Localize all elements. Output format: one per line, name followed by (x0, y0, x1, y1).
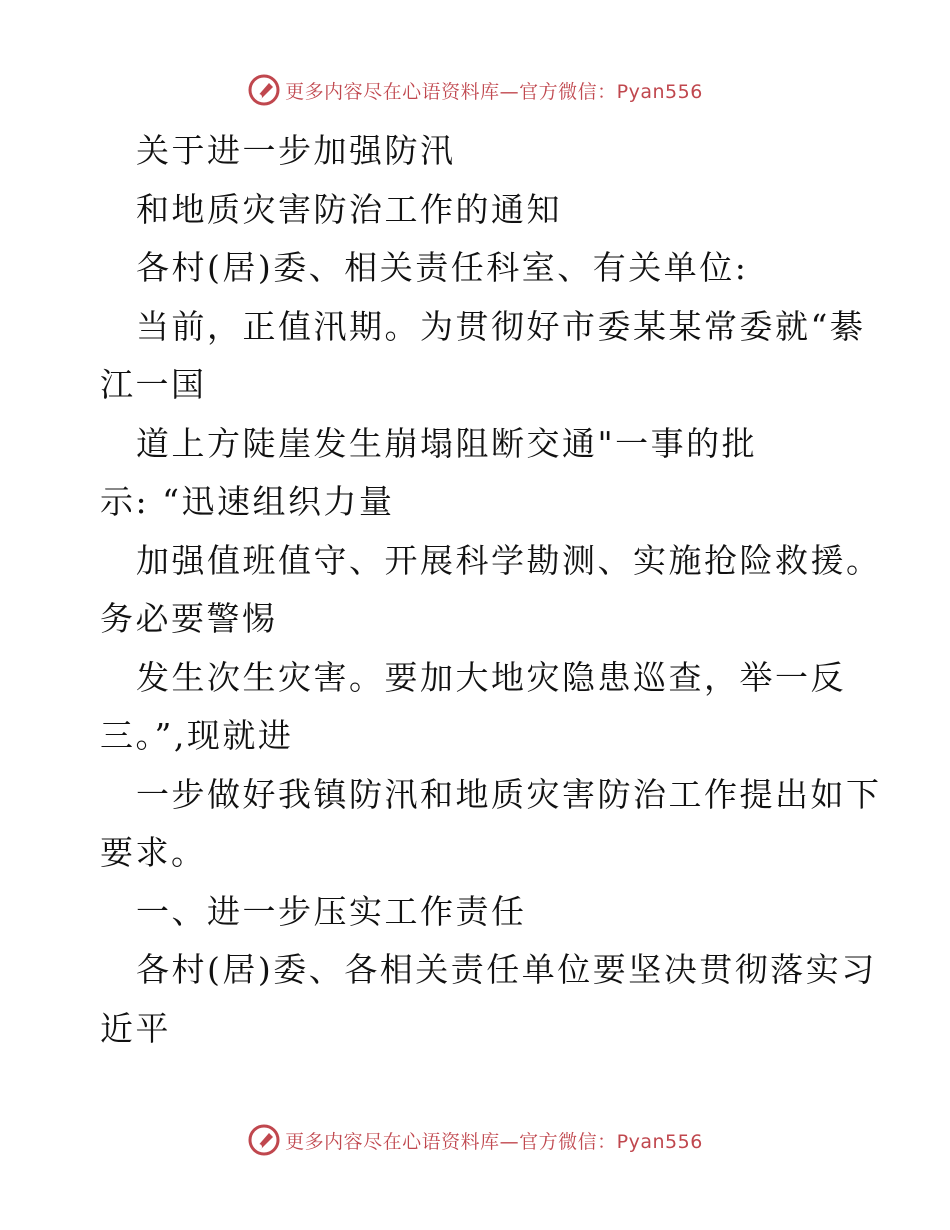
pen-nib-logo-icon (247, 1123, 281, 1157)
text-line: 要求。 (100, 833, 207, 872)
footer-banner (0, 1120, 950, 1160)
text-line: 三。”,现就进 (100, 716, 294, 755)
banner-text: 更多内容尽在心语资料库—官方微信：Pyan556 (285, 1130, 703, 1153)
text-line: 关于进一步加强防汛 (136, 131, 456, 170)
document-body (100, 122, 882, 1058)
text-line: 一、进一步压实工作责任 (136, 891, 527, 931)
text-line: 江一国 (100, 365, 207, 404)
text-line: 务必要警惕 (100, 599, 278, 638)
text-line: 道上方陡崖发生崩塌阻断交通"一事的批 (136, 423, 758, 463)
text-line: 近平 (100, 1008, 171, 1048)
text-line: 各村(居)委、相关责任科室、有关单位: (136, 248, 749, 287)
header-banner (0, 70, 950, 110)
text-line: 和地质灾害防治工作的通知 (136, 189, 562, 229)
text-line: 示: “迅速组织力量 (100, 482, 395, 521)
text-line: 当前，正值汛期。为贯彻好市委某某常委就“綦 (136, 306, 866, 346)
text-line: 发生次生灾害。要加大地灾隐患巡查，举一反 (136, 657, 846, 697)
banner-text: 更多内容尽在心语资料库—官方微信：Pyan556 (285, 80, 703, 103)
text-line: 加强值班值守、开展科学勘测、实施抢险救援。 (136, 540, 882, 580)
text-line: 一步做好我镇防汛和地质灾害防治工作提出如下 (136, 774, 882, 814)
text-line: 各村(居)委、各相关责任单位要坚决贯彻落实习 (136, 950, 877, 989)
pen-nib-logo-icon (247, 73, 281, 107)
